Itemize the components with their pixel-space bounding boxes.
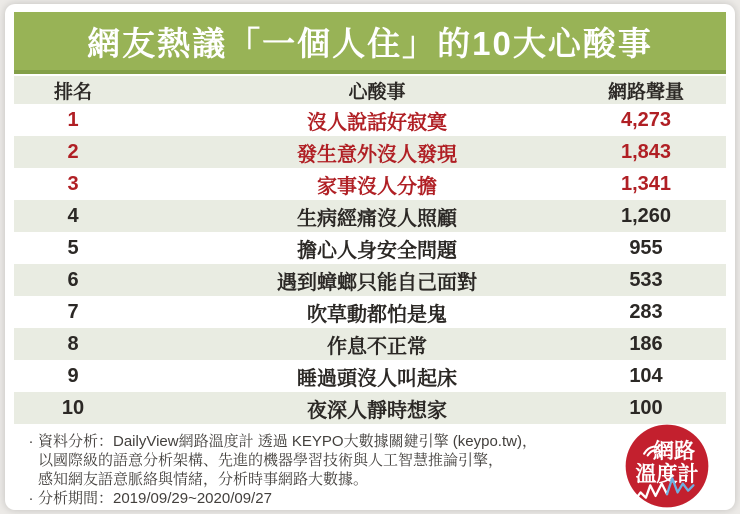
item-cell: 遇到蟑螂只能自己面對 (277, 271, 477, 294)
table-row (14, 264, 726, 296)
footer-line (24, 489, 726, 508)
footer-text: 感知網友語意脈絡與情緒，分析時事網路大數據。 (38, 471, 369, 488)
rank-cell: 5 (67, 236, 79, 259)
footer-text: 資料分析：DailyView網路溫度計 透過 KEYPO大數據關鍵引擎 (keypo.tw)， (38, 433, 537, 450)
footer-text: 以國際級的語意分析架構、先進的機器學習技術與人工智慧推論引擎， (38, 452, 504, 469)
rank-cell: 4 (67, 204, 79, 227)
item-cell: 擔心人身安全問題 (297, 239, 457, 262)
title-banner (14, 12, 726, 74)
page-title: 網友熱議「一個人住」的10大心酸事 (87, 24, 653, 62)
table-row (14, 104, 726, 136)
footer-line (24, 470, 726, 489)
footer-bullet: · (28, 490, 34, 507)
table-row (14, 296, 726, 328)
item-cell: 睡過頭沒人叫起床 (297, 367, 457, 390)
volume-cell: 1,341 (620, 172, 672, 195)
rank-cell: 6 (67, 268, 79, 291)
table-row (14, 232, 726, 264)
volume-cell: 533 (629, 268, 663, 291)
rank-cell: 2 (67, 140, 79, 163)
table-row (14, 168, 726, 200)
column-header-volume: 網路聲量 (607, 81, 684, 103)
logo-text-top: 網路 (652, 440, 696, 464)
volume-cell: 4,273 (620, 108, 672, 131)
volume-cell: 1,843 (620, 140, 672, 163)
rank-cell: 3 (67, 172, 79, 195)
volume-cell: 955 (629, 236, 663, 259)
table-row (14, 360, 726, 392)
column-header-item: 心酸事 (348, 81, 406, 103)
table-row (14, 136, 726, 168)
table-row (14, 200, 726, 232)
footer-bullet (24, 451, 38, 470)
volume-cell: 283 (629, 300, 663, 323)
volume-cell: 1,260 (620, 204, 672, 227)
item-cell: 作息不正常 (327, 335, 427, 358)
item-cell: 沒人說話好寂寞 (307, 111, 447, 134)
table-row (14, 328, 726, 360)
footer-line (24, 451, 726, 470)
rank-cell: 8 (67, 332, 79, 355)
footer-bullet: · (28, 433, 34, 450)
volume-cell: 100 (629, 396, 663, 419)
rank-cell: 10 (61, 396, 85, 419)
ranking-table (14, 76, 726, 424)
table-row (14, 392, 726, 424)
footer-notes (14, 432, 726, 508)
brand-logo (623, 422, 711, 510)
item-cell: 發生意外沒人發現 (297, 143, 457, 166)
item-cell: 吹草動都怕是鬼 (307, 303, 447, 326)
table-header-row (14, 76, 726, 104)
volume-cell: 186 (629, 332, 663, 355)
footer-line (24, 432, 726, 451)
rank-cell: 7 (67, 300, 79, 323)
item-cell: 夜深人靜時想家 (307, 399, 447, 422)
volume-cell: 104 (629, 364, 663, 387)
column-header-rank: 排名 (53, 81, 92, 103)
infographic-card (5, 4, 735, 510)
footer-bullet (24, 470, 38, 489)
logo-text-bottom: 溫度計 (635, 462, 699, 486)
thermometer-logo-graphic (623, 422, 711, 510)
footer-lines (24, 432, 726, 508)
item-cell: 生病經痛沒人照顧 (297, 207, 457, 230)
rank-cell: 9 (67, 364, 79, 387)
footer-text: 分析期間：2019/09/29~2020/09/27 (38, 490, 272, 507)
item-cell: 家事沒人分擔 (317, 175, 437, 198)
table-body (14, 104, 726, 424)
rank-cell: 1 (67, 108, 79, 131)
